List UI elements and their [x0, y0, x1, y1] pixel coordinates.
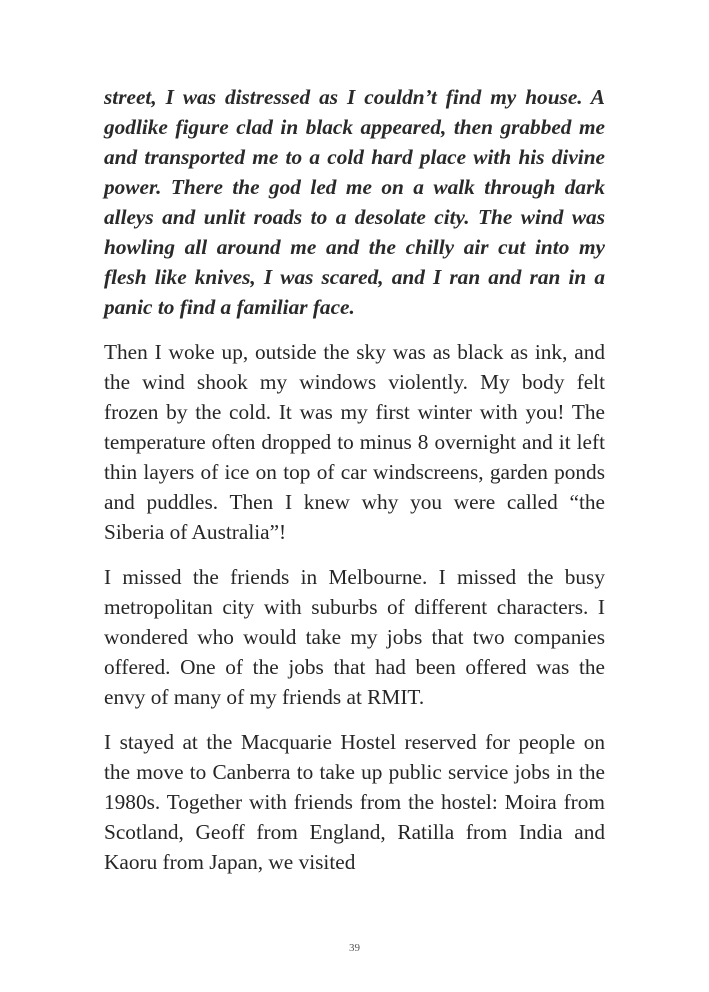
text-column	[104, 82, 605, 892]
dream-paragraph: street, I was distressed as I couldn’t find my house. A godlike figure clad in black appeared, then grabbed me and transported me to a cold hard place with his divine power. There the god led me on a walk through dark alleys and unlit roads to a desolate city. The wind was howling all around me and the chilly air cut into my flesh like knives, I was scared, and I ran and ran in a panic to find a familiar face.	[104, 85, 605, 319]
body-paragraph: Then I woke up, outside the sky was as black as ink, and the wind shook my windows violently. My body felt frozen by the cold. It was my first winter with you! The temperature often dropped to minus 8 overnight and it left thin layers of ice on top of car windscreens, garden ponds and puddles. Then I knew why you were called “the Siberia of Australia”!	[104, 340, 605, 544]
body-paragraph: I stayed at the Macquarie Hostel reserved for people on the move to Canberra to take up public service jobs in the 1980s. Together with friends from the hostel: Moira from Scotland, Geoff from England, Ratilla from India and Kaoru from Japan, we visited	[104, 730, 605, 874]
body-paragraph: I missed the friends in Melbourne. I missed the busy metropolitan city with suburbs of different characters. I wondered who would take my jobs that two companies offered. One of the jobs that had been offered was the envy of many of my friends at RMIT.	[104, 565, 605, 709]
page-number: 39	[349, 942, 360, 954]
